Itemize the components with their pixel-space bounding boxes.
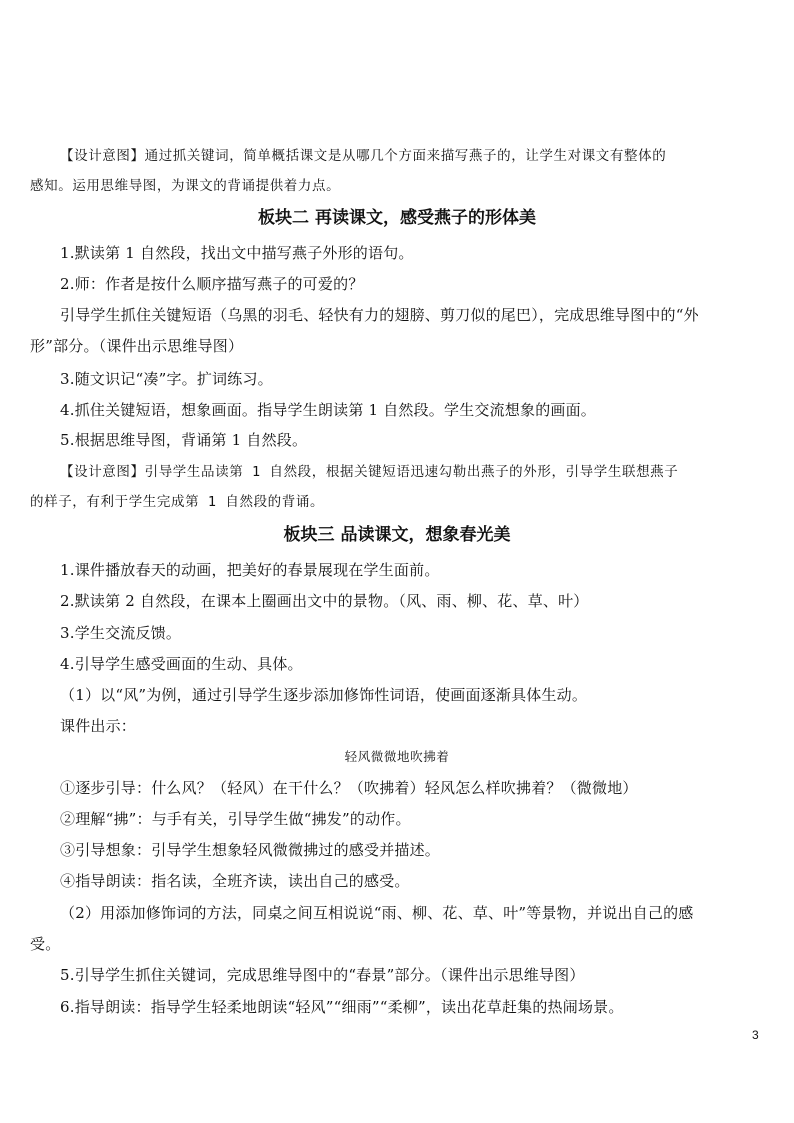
section-3-item-4-sub-1: （1）以“风”为例，通过引导学生逐步添加修饰性词语，使画面逐渐具体生动。	[60, 686, 588, 704]
design-intent-1-line-1: 【设计意图】通过抓关键词，简单概括课文是从哪几个方面来描写燕子的，让学生对课文有整体的	[60, 148, 667, 164]
section-3-item-3: 3.学生交流反馈。	[60, 624, 182, 642]
section-3-item-4-sub-2-line-1: （2）用添加修饰词的方法，同桌之间互相说说“雨、柳、花、草、叶”等景物，并说出自己的感	[60, 904, 694, 922]
section-2-item-2: 2.师：作者是按什么顺序描写燕子的可爱的？	[60, 275, 364, 293]
section-3-item-6: 6.指导朗读：指导学生轻柔地朗读“轻风”“细雨”“柔柳”，读出花草赶集的热闹场景。	[60, 998, 624, 1016]
step-4: ④指导朗读：指名读，全班齐读，读出自己的感受。	[60, 872, 410, 890]
design-intent-2-line-1: 【设计意图】引导学生品读第 1 自然段，根据关键短语迅速勾勒出燕子的外形，引导学生联想燕子	[60, 464, 679, 480]
section-2-guide-line-2: 形”部分。（课件出示思维导图）	[30, 337, 244, 355]
section-2-guide-line-1: 引导学生抓住关键短语（乌黑的羽毛、轻快有力的翅膀、剪刀似的尾巴），完成思维导图中的“外	[60, 306, 699, 324]
design-intent-1-line-2: 感知。运用思维导图，为课文的背诵提供着力点。	[30, 178, 341, 194]
section-2-item-3: 3.随文识记“凑”字。扩词练习。	[60, 370, 273, 388]
courseware-label: 课件出示：	[60, 717, 137, 735]
section-3-item-4: 4.引导学生感受画面的生动、具体。	[60, 655, 303, 673]
section-3-item-1: 1.课件播放春天的动画，把美好的春景展现在学生面前。	[60, 561, 440, 579]
courseware-text: 轻风微微地吹拂着	[344, 749, 450, 764]
section-2-heading: 板块二 再读课文，感受燕子的形体美	[258, 208, 536, 228]
section-2-item-5: 5.根据思维导图，背诵第 1 自然段。	[60, 431, 308, 449]
step-2: ②理解“拂”：与手有关，引导学生做“拂发”的动作。	[60, 810, 411, 828]
section-2-item-4: 4.抓住关键短语，想象画面。指导学生朗读第 1 自然段。学生交流想象的画面。	[60, 401, 596, 419]
section-3-heading: 板块三 品读课文，想象春光美	[283, 525, 511, 545]
step-1: ①逐步引导：什么风？（轻风）在干什么？（吹拂着）轻风怎么样吹拂着？（微微地）	[60, 779, 638, 797]
section-3-item-4-sub-2-line-2: 受。	[30, 935, 61, 953]
step-3: ③引导想象：引导学生想象轻风微微拂过的感受并描述。	[60, 841, 441, 859]
section-3-item-5: 5.引导学生抓住关键词，完成思维导图中的“春景”部分。（课件出示思维导图）	[60, 966, 585, 984]
design-intent-2-line-2: 的样子，有利于学生完成第 1 自然段的背诵。	[30, 494, 325, 510]
section-3-item-2: 2.默读第 2 自然段，在课本上圈画出文中的景物。（风、雨、柳、花、草、叶）	[60, 592, 589, 610]
section-2-item-1: 1.默读第 1 自然段，找出文中描写燕子外形的语句。	[60, 244, 414, 262]
page-number: 3	[752, 1028, 759, 1042]
